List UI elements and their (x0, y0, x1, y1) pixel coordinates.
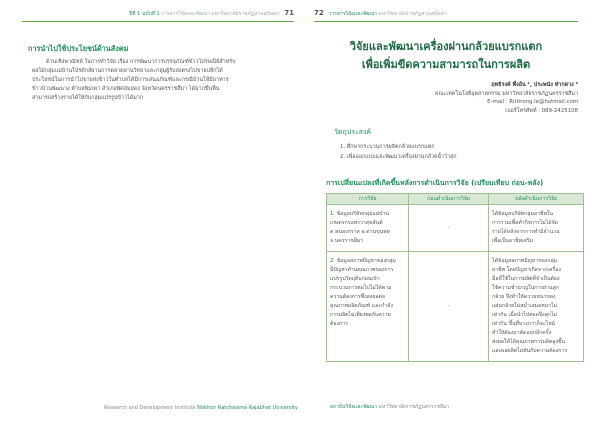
journal-name: มหาวิทยาลัยราชภัฏสวนสุนันทา (378, 11, 447, 17)
paragraph-line: ผลไม้กลุ่มแม่บ้านโปรดักส์ผ่านการตลาดยานวิทยาและกลุ่มผู้รับส่งตรงไปขายปลีกได้ (32, 68, 223, 74)
cell-research (327, 205, 409, 252)
table-row (327, 252, 584, 362)
right-footer (330, 403, 449, 411)
author-affiliation: คณะเทคโนโลยีอุตสาหกรรม มหาวิทยาลัยราชภัฏนครราชสีมา (434, 90, 578, 97)
cell-before: - (409, 205, 489, 252)
cell-line: การผลิตไม่เพียงพอกับความ (330, 312, 391, 318)
author-email: E-mail : Rittirong.le@hotmail.com (487, 99, 578, 105)
objective-item: 1. ศึกษากระบวนการผลิตกล้วยแบรกแตก (340, 144, 435, 150)
left-footer (104, 405, 298, 411)
cell-line: เท่ากัน เมื่อนำไปทอดจึงสุกไม่ (492, 312, 557, 318)
cell-before: - (409, 252, 489, 362)
objectives-title: วัตถุประสงค์ (334, 128, 372, 136)
cell-research (327, 252, 409, 362)
footer-university: Nakhon Ratchasima Rajabhat University (197, 405, 298, 411)
objective-item: 2. เพื่อออกแบบและพัฒนาเครื่องฝานกล้วยน้ำว้าสุก (340, 154, 457, 160)
page-number: 72 (314, 9, 324, 17)
paragraph-line: สามารถสร้างรายได้ให้กับกลุ่มแปรรูปข้าวได้มาก (32, 95, 144, 101)
body-paragraph (32, 58, 288, 103)
objectives-list (340, 142, 457, 162)
footer-institute: สถาบันวิจัยและพัฒนา (330, 404, 378, 410)
paragraph-line: ประโยชน์ในการนำไปขายส่งข้าวในตำบลได้มีการเสนอภัณฑ์และกรณีบ้านให้มีอาหาร (32, 77, 229, 83)
cell-line: 2. ข้อมูลสภาพปัญหาของกลุ่ม (330, 258, 396, 264)
cell-line: ความต้องการซึ่งส่งผลต่อ (330, 294, 386, 300)
cell-line: การรวมเพื่อทำกิจการไม่ได้จัด (492, 220, 559, 226)
cell-line: มีปัญหาด้านคุณภาพของการ (330, 267, 394, 273)
journal-name: วารสารวิจัยและพัฒนา มหาวิทยาลัยราชภัฏสวนสุนันทา (161, 11, 280, 17)
cell-line: ได้ข้อมูลบริษัทกลุ่มอาชีพใน (492, 211, 553, 217)
cell-line: กระบวนการต่อไปไม่ได้ตาม (330, 285, 392, 291)
cell-line: และผลผลิตไม่ทันกับความต้องการ (492, 348, 568, 354)
author-block (435, 81, 578, 115)
paragraph-line: ข้าวบ้านพัฒนาง ตำบลพิมเพา อำเภอพิศสมยดง จังหวัดนครราชสีมา ได้มากขึ้นพื้น (32, 86, 220, 92)
cell-line: ต.หนองกราด อ.ด่านขุนทด (330, 229, 390, 235)
cell-line: แผ่นกล้วยไม่สม่ำเสมอหนาไม่ (492, 303, 558, 309)
cell-after (489, 252, 584, 362)
cell-line: ทำให้ต้องมาคัดแยกอีกครั้ง (492, 330, 552, 336)
page-number: 71 (284, 9, 294, 17)
header-divider (22, 21, 294, 22)
author-names: ฤทธิรงค์ พึ่งอ้น ¹, ประพนัง ทำกดาง ² (491, 82, 578, 88)
header-divider (314, 21, 578, 22)
cell-line: มือที่ใช้ในการผลิตที่จำเป็นต้อง (492, 276, 560, 282)
cell-line: อาชีพ โดยปัญหาเกิดจากเครื่อง (492, 267, 561, 273)
right-page-header (314, 9, 447, 18)
title-line-2: เพื่อเพิ่มขีดความสามารถในการผลิต (361, 58, 531, 71)
cell-line: 1. ข้อมูลบริษัทกลุ่มแม่บ้าน (330, 211, 390, 217)
table-header-row (327, 194, 584, 205)
cell-line: ใช้ความชำนาญในการฝานลูก (492, 285, 559, 291)
cell-line: คุณภาพผลิตภัณฑ์ และกำลัง (330, 303, 393, 309)
comparison-table (326, 193, 584, 362)
header-before: ก่อนดำเนินการวิจัย (409, 194, 489, 205)
article-title (314, 38, 578, 74)
left-page-header (129, 9, 294, 18)
cell-line: เกษตรกรแพรวาสุขสันต์ (330, 220, 383, 226)
table-row (327, 205, 584, 252)
footer-university: มหาวิทยาลัยราชภัฏนครราชสีมา (378, 404, 450, 410)
cell-line: ได้ข้อมูลสภาพปัญหาของกลุ่ม (492, 258, 558, 264)
header-after: หลังดำเนินการวิจัย (489, 194, 584, 205)
cell-line: ส่งผลให้ได้คุณภาพการผลิตสูงขึ้น (492, 339, 566, 345)
cell-line: ต้องการ (330, 321, 348, 327)
cell-after (489, 205, 584, 252)
cell-line: จ.นครราชสีมา (330, 238, 364, 244)
title-line-1: วิจัยและพัฒนาเครื่องฝานกล้วยแบรกแตก (349, 40, 543, 53)
cell-line: แปรรูปวัตถุดิบก่อนเข้า (330, 276, 380, 282)
cell-line: เท่ากัน ขึ้นที่บางกว่าก็จะไหม้ (492, 321, 556, 327)
journal-issue: ปีที่ 1 ฉบับที่ 1 (129, 11, 160, 17)
cell-line: กล้วย จึงทำให้ความหนาของ (492, 294, 556, 300)
cell-line: เพื่อเป็นอาชีพเสริม (492, 238, 534, 244)
author-phone: เบอร์โทรศัพท์ : 089-2425108 (505, 107, 578, 114)
section-title: การนำไปใช้ประโยชน์ด้านสังคม (28, 44, 129, 53)
journal-issue: วารสารวิจัยและพัฒนา (328, 11, 378, 17)
footer-institute: Research and Development Institute (104, 405, 196, 411)
table-title: การเปลี่ยนแปลงที่เกิดขึ้นหลังการดำเนินการวิจัย (เปรียบเทียบ ก่อน-หลัง) (326, 179, 544, 187)
header-research: การวิจัย (327, 194, 409, 205)
paragraph-line: ด้านเชิงพาณิชย์ ในการทำวิจัย เรื่อง การพัฒนาการบรรจุภัณฑ์ข้าวไปรษณีย์สำหรับ (46, 59, 236, 65)
cell-line: รายได้หลังจากการทำมีจำนวน (492, 229, 560, 235)
